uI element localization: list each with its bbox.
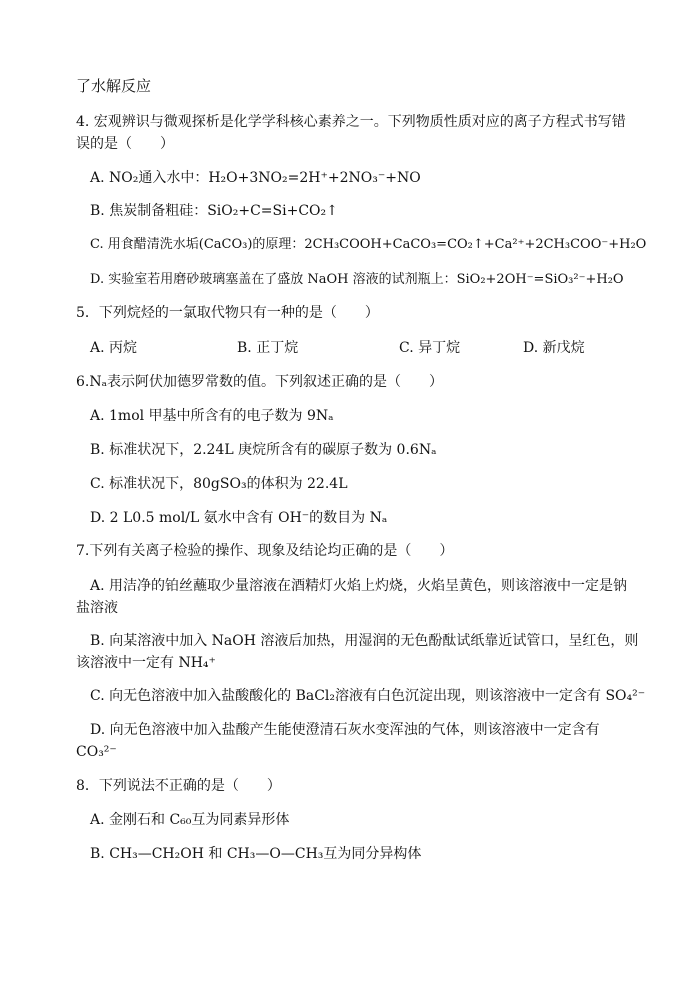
q4-option-b: B. 焦炭制备粗硅：SiO₂+C=Si+CO₂↑ xyxy=(90,203,338,219)
q7-option-a-line1: A. 用洁净的铂丝蘸取少量溶液在酒精灯火焰上灼烧，火焰呈黄色，则该溶液中一定是钠 xyxy=(90,578,628,594)
q7-option-d-line1: D. 向无色溶液中加入盐酸产生能使澄清石灰水变浑浊的气体，则该溶液中一定含有 xyxy=(90,722,600,738)
q7-option-b-line1: B. 向某溶液中加入 NaOH 溶液后加热，用湿润的无色酚酞试纸靠近试管口，呈红色，则 xyxy=(90,633,639,649)
q6-option-b: B. 标准状况下，2.24L 庚烷所含有的碳原子数为 0.6Nₐ xyxy=(90,442,437,458)
q7-stem: 7.下列有关离子检验的操作、现象及结论均正确的是（ ） xyxy=(76,543,454,559)
q6-stem: 6.Nₐ表示阿伏加德罗常数的值。下列叙述正确的是（ ） xyxy=(76,374,444,390)
q7-option-a-line2: 盐溶液 xyxy=(76,600,118,616)
q8-stem: 8．下列说法不正确的是（ ） xyxy=(76,778,281,794)
q8-option-a: A. 金刚石和 C₆₀互为同素异形体 xyxy=(90,812,290,828)
q5-option-b: B. 正丁烷 xyxy=(237,340,299,356)
carry-over-text: 了水解反应 xyxy=(76,77,152,95)
q5-option-a: A. 丙烷 xyxy=(90,340,138,356)
q6-option-c: C. 标准状况下，80gSO₃的体积为 22.4L xyxy=(90,476,348,492)
q4-stem-line1: 4. 宏观辨识与微观探析是化学学科核心素养之一。下列物质性质对应的离子方程式书写错 xyxy=(76,114,626,130)
q5-stem: 5．下列烷烃的一氯取代物只有一种的是（ ） xyxy=(76,305,379,321)
q6-option-a: A. 1mol 甲基中所含有的电子数为 9Nₐ xyxy=(90,408,334,424)
q7-option-b-line2: 该溶液中一定有 NH₄⁺ xyxy=(76,655,216,671)
q5-option-c: C. 异丁烷 xyxy=(399,340,461,356)
q6-option-d: D. 2 L0.5 mol/L 氨水中含有 OH⁻的数目为 Nₐ xyxy=(90,510,388,526)
q4-option-c: C. 用食醋清洗水垢(CaCO₃)的原理：2CH₃COOH+CaCO₃=CO₂↑+Ca²⁺+2CH₃COO⁻+H₂O xyxy=(90,237,647,252)
q4-option-a: A. NO₂通入水中：H₂O+3NO₂=2H⁺+2NO₃⁻+NO xyxy=(90,170,421,186)
q5-option-d: D. 新戊烷 xyxy=(523,340,585,356)
q8-option-b: B. CH₃—CH₂OH 和 CH₃—O—CH₃互为同分异构体 xyxy=(90,846,422,862)
q7-option-d-line2: CO₃²⁻ xyxy=(76,744,117,760)
q4-stem-line2: 误的是（ ） xyxy=(76,136,174,152)
q7-option-c: C. 向无色溶液中加入盐酸酸化的 BaCl₂溶液有白色沉淀出现，则该溶液中一定含有 SO₄²⁻ xyxy=(90,688,646,704)
q4-option-d: D. 实验室若用磨砂玻璃塞盖在了盛放 NaOH 溶液的试剂瓶上：SiO₂+2OH⁻=SiO₃²⁻+H₂O xyxy=(90,272,624,287)
